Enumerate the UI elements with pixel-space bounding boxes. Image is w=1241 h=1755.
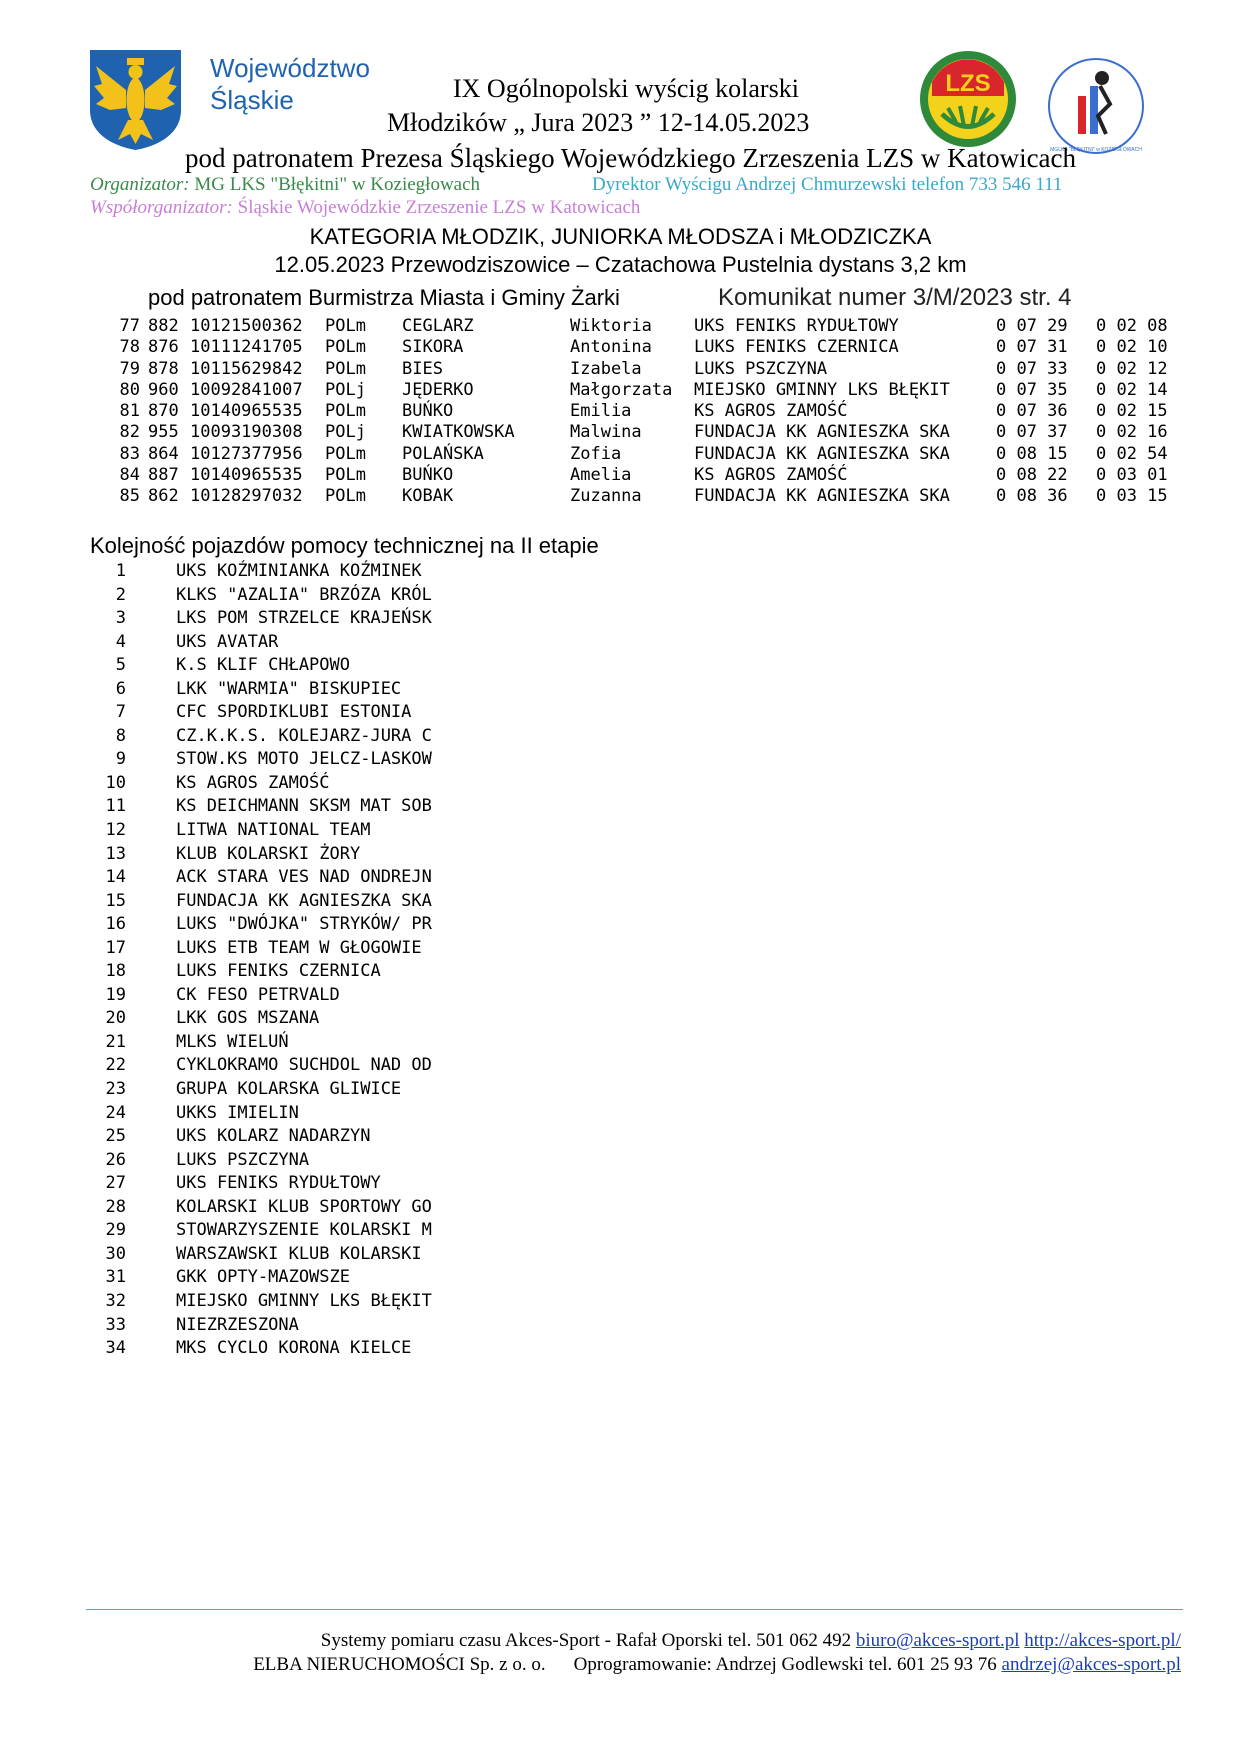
result-bib: 887 [148,465,179,486]
result-time: 0 07 31 [996,337,1068,358]
result-time: 0 08 36 [996,486,1068,507]
result-category: POLj [325,422,366,443]
stage-patronage: pod patronatem Burmistrza Miasta i Gminy Żarki [148,285,620,310]
vehicle-number: 29 [105,1220,126,1241]
vehicle-team: GRUPA KOLARSKA GLIWICE [176,1079,402,1100]
vehicle-number: 21 [105,1031,126,1052]
result-position: 81 [119,401,140,422]
vehicle-number: 7 [115,702,126,723]
route-heading: 12.05.2023 Przewodziszowice – Czatachowa Pustelnia dystans 3,2 km [274,252,967,277]
result-bib: 864 [148,443,179,464]
result-position: 85 [119,486,140,507]
vehicle-team: KLUB KOLARSKI ŻORY [176,843,361,864]
result-uci-id: 10092841007 [190,379,303,400]
result-uci-id: 10121500362 [190,316,303,336]
result-time: 0 07 35 [996,379,1068,400]
result-bib: 870 [148,401,179,422]
vehicle-number: 17 [105,937,126,958]
vehicle-number: 9 [115,749,126,770]
lzs-logo-icon [918,44,1018,154]
region-name-line2: Śląskie [210,85,294,115]
result-time: 0 07 33 [996,358,1068,379]
result-position: 77 [119,316,140,336]
vehicle-number: 12 [105,820,126,841]
vehicle-team: STOWARZYSZENIE KOLARSKI M [176,1220,432,1241]
email-link-andrzej[interactable]: andrzej@akces-sport.pl [1001,1654,1181,1675]
vehicle-team: FUNDACJA KK AGNIESZKA SKA [176,890,432,911]
timing-credit: Systemy pomiaru czasu Akces-Sport - Rafał Oporski tel. 501 062 492 [320,1630,852,1651]
result-uci-id: 10127377956 [190,443,303,464]
organizer-value: MG LKS "Błękitni" w Koziegłowach [189,174,481,195]
vehicle-team: CFC SPORDIKLUBI ESTONIA [176,702,412,723]
vehicle-number: 16 [105,914,126,935]
vehicle-number: 5 [115,655,126,676]
director-line: Dyrektor Wyścigu Andrzej Chmurzewski telefon 733 546 111 [592,174,1063,195]
result-club: MIEJSKO GMINNY LKS BŁĘKIT [694,379,950,400]
region-name-line1: Województwo [210,53,370,83]
race-subtitle: Młodzików „ Jura 2023 ” 12-14.05.2023 [387,108,810,137]
vehicle-number: 23 [105,1079,126,1100]
vehicle-team: UKS AVATAR [176,631,279,652]
vehicle-order-heading: Kolejność pojazdów pomocy technicznej na II etapie [90,533,599,558]
result-club: FUNDACJA KK AGNIESZKA SKA [694,443,950,464]
result-category: POLm [325,337,366,358]
club-logo-text: MGLKS "BŁĘKITNI" w KOZIEGŁOWACH [1050,147,1142,153]
vehicle-number: 28 [105,1196,126,1217]
result-position: 82 [119,422,140,443]
result-first-name: Wiktoria [570,316,652,336]
vehicle-team: LUKS PSZCZYNA [176,1149,310,1170]
company-name: ELBA NIERUCHOMOŚCI Sp. z o. o. [253,1654,546,1675]
result-uci-id: 10093190308 [190,422,303,443]
vehicle-number: 14 [105,867,126,888]
result-club: KS AGROS ZAMOŚĆ [694,401,848,422]
lzs-logo-text: LZS [945,70,991,97]
result-first-name: Antonina [570,337,652,358]
result-bib: 882 [148,316,179,336]
vehicle-number: 24 [105,1102,126,1123]
vehicle-number: 31 [105,1267,126,1288]
vehicle-team: NIEZRZESZONA [176,1314,299,1335]
result-category: POLm [325,486,366,507]
vehicle-number: 30 [105,1243,126,1264]
result-uci-id: 10111241705 [190,337,303,358]
vehicle-number: 26 [105,1149,126,1170]
vehicle-team: MKS CYCLO KORONA KIELCE [176,1338,412,1359]
result-last-name: SIKORA [402,337,464,358]
result-time: 0 07 37 [996,422,1068,443]
vehicle-team: UKS KOLARZ NADARZYN [176,1126,371,1147]
vehicle-team: CK FESO PETRVALD [176,984,340,1005]
result-last-name: CEGLARZ [402,316,474,336]
vehicle-team: UKS KOŹMINIANKA KOŹMINEK [176,561,422,581]
result-bib: 876 [148,337,179,358]
result-gap: 0 02 54 [1096,443,1168,464]
result-gap: 0 03 15 [1096,486,1168,507]
result-uci-id: 10115629842 [190,358,303,379]
software-credit: Oprogramowanie: Andrzej Godlewski tel. 601 25 93 76 [573,1654,997,1675]
result-time: 0 07 36 [996,401,1068,422]
result-last-name: KWIATKOWSKA [402,422,515,443]
result-gap: 0 02 08 [1096,316,1168,336]
coorganizer-value: Śląskie Wojewódzkie Zrzeszenie LZS w Katowicach [232,197,641,218]
vehicle-team: WARSZAWSKI KLUB KOLARSKI [176,1243,422,1264]
result-first-name: Emilia [570,401,632,422]
coorganizer-line [90,197,640,219]
coorganizer-label: Współorganizator: [90,197,233,218]
vehicle-number: 6 [115,678,126,699]
result-category: POLm [325,358,366,379]
vehicle-team: KOLARSKI KLUB SPORTOWY GO [176,1196,432,1217]
email-link-biuro[interactable]: biuro@akces-sport.pl [855,1630,1020,1651]
result-position: 80 [119,379,140,400]
vehicle-number: 1 [115,561,126,581]
vehicle-number: 11 [105,796,126,817]
result-time: 0 08 22 [996,465,1068,486]
vehicle-number: 22 [105,1055,126,1076]
club-logo-icon [1040,56,1152,156]
result-category: POLm [325,316,366,336]
result-last-name: JĘDERKO [402,379,474,400]
vehicle-team: LKK "WARMIA" BISKUPIEC [176,678,402,699]
result-uci-id: 10128297032 [190,486,303,507]
result-category: POLj [325,379,366,400]
result-category: POLm [325,443,366,464]
result-uci-id: 10140965535 [190,465,303,486]
footer-line-1 [321,1630,1181,1652]
footer-divider [86,1609,1183,1610]
result-position: 79 [119,358,140,379]
result-first-name: Zuzanna [570,486,642,507]
result-gap: 0 02 16 [1096,422,1168,443]
result-club: FUNDACJA KK AGNIESZKA SKA [694,486,950,507]
vehicle-team: ACK STARA VES NAD ONDREJN [176,867,432,888]
vehicle-team: MIEJSKO GMINNY LKS BŁĘKIT [176,1290,432,1311]
result-gap: 0 02 14 [1096,379,1168,400]
vehicle-number: 18 [105,961,126,982]
result-club: LUKS FENIKS CZERNICA [694,337,899,358]
race-title: IX Ogólnopolski wyścig kolarski [453,74,799,103]
vehicle-number: 4 [115,631,126,652]
result-first-name: Amelia [570,465,632,486]
result-last-name: BUŃKO [402,465,454,486]
category-heading: KATEGORIA MŁODZIK, JUNIORKA MŁODSZA i MŁODZICZKA [309,224,932,249]
vehicle-team: GKK OPTY-MAZOWSZE [176,1267,350,1288]
result-time: 0 08 15 [996,443,1068,464]
result-last-name: BIES [402,358,443,379]
result-club: UKS FENIKS RYDUŁTOWY [694,316,899,336]
vehicle-number: 10 [105,772,126,793]
communique-number: Komunikat numer 3/M/2023 str. 4 [718,284,1072,311]
vehicle-number: 15 [105,890,126,911]
vehicle-team: KLKS "AZALIA" BRZÓZA KRÓL [176,584,432,605]
vehicle-team: STOW.KS MOTO JELCZ-LASKOW [176,749,432,770]
result-gap: 0 02 12 [1096,358,1168,379]
vehicle-team: LKS POM STRZELCE KRAJEŃSK [176,608,432,629]
result-last-name: POLAŃSKA [402,443,484,464]
vehicle-team: CYKLOKRAMO SUCHDOL NAD OD [176,1055,432,1076]
vehicle-number: 8 [115,725,126,746]
result-club: FUNDACJA KK AGNIESZKA SKA [694,422,950,443]
region-name [210,52,370,116]
vehicle-team: MLKS WIELUŃ [176,1031,289,1052]
result-gap: 0 03 01 [1096,465,1168,486]
result-bib: 862 [148,486,179,507]
organizer-label: Organizator: [90,174,190,195]
vehicle-team: CZ.K.K.S. KOLEJARZ-JURA C [176,725,432,746]
vehicle-team: UKS FENIKS RYDUŁTOWY [176,1173,381,1194]
website-link[interactable]: http://akces-sport.pl/ [1024,1630,1181,1651]
vehicle-number: 20 [105,1008,126,1029]
vehicle-team: LUKS "DWÓJKA" STRYKÓW/ PR [176,914,432,935]
result-last-name: KOBAK [402,486,454,507]
result-club: KS AGROS ZAMOŚĆ [694,465,848,486]
vehicle-team: KS DEICHMANN SKSM MAT SOB [176,796,432,817]
vehicle-number: 2 [115,584,126,605]
result-club: LUKS PSZCZYNA [694,358,828,379]
region-coat-of-arms-icon [88,48,183,152]
vehicle-number: 25 [105,1126,126,1147]
result-first-name: Malwina [570,422,642,443]
vehicle-number: 19 [105,984,126,1005]
result-first-name: Izabela [570,358,642,379]
result-bib: 955 [148,422,179,443]
vehicle-team: LUKS ETB TEAM W GŁOGOWIE [176,937,422,958]
race-patronage: pod patronatem Prezesa Śląskiego Wojewódzkiego Zrzeszenia LZS w Katowicach [185,143,1077,173]
result-first-name: Małgorzata [570,379,673,400]
vehicle-team: K.S KLIF CHŁAPOWO [176,655,350,676]
footer-line-2 [253,1654,1181,1676]
vehicle-number: 3 [115,608,126,629]
vehicle-team: KS AGROS ZAMOŚĆ [176,772,330,793]
result-first-name: Zofia [570,443,622,464]
result-position: 83 [119,443,140,464]
result-category: POLm [325,401,366,422]
result-uci-id: 10140965535 [190,401,303,422]
result-gap: 0 02 10 [1096,337,1168,358]
vehicle-team: LITWA NATIONAL TEAM [176,820,371,841]
result-time: 0 07 29 [996,316,1068,336]
vehicle-number: 13 [105,843,126,864]
result-gap: 0 02 15 [1096,401,1168,422]
vehicle-number: 27 [105,1173,126,1194]
vehicle-team: LUKS FENIKS CZERNICA [176,961,381,982]
vehicle-number: 33 [105,1314,126,1335]
result-category: POLm [325,465,366,486]
organizer-line [90,174,480,196]
result-bib: 960 [148,379,179,400]
result-bib: 878 [148,358,179,379]
vehicle-team: UKKS IMIELIN [176,1102,299,1123]
result-position: 78 [119,337,140,358]
vehicle-number: 34 [105,1338,126,1359]
vehicle-number: 32 [105,1290,126,1311]
vehicle-team: LKK GOS MSZANA [176,1008,320,1029]
result-last-name: BUŃKO [402,401,454,422]
result-position: 84 [119,465,140,486]
